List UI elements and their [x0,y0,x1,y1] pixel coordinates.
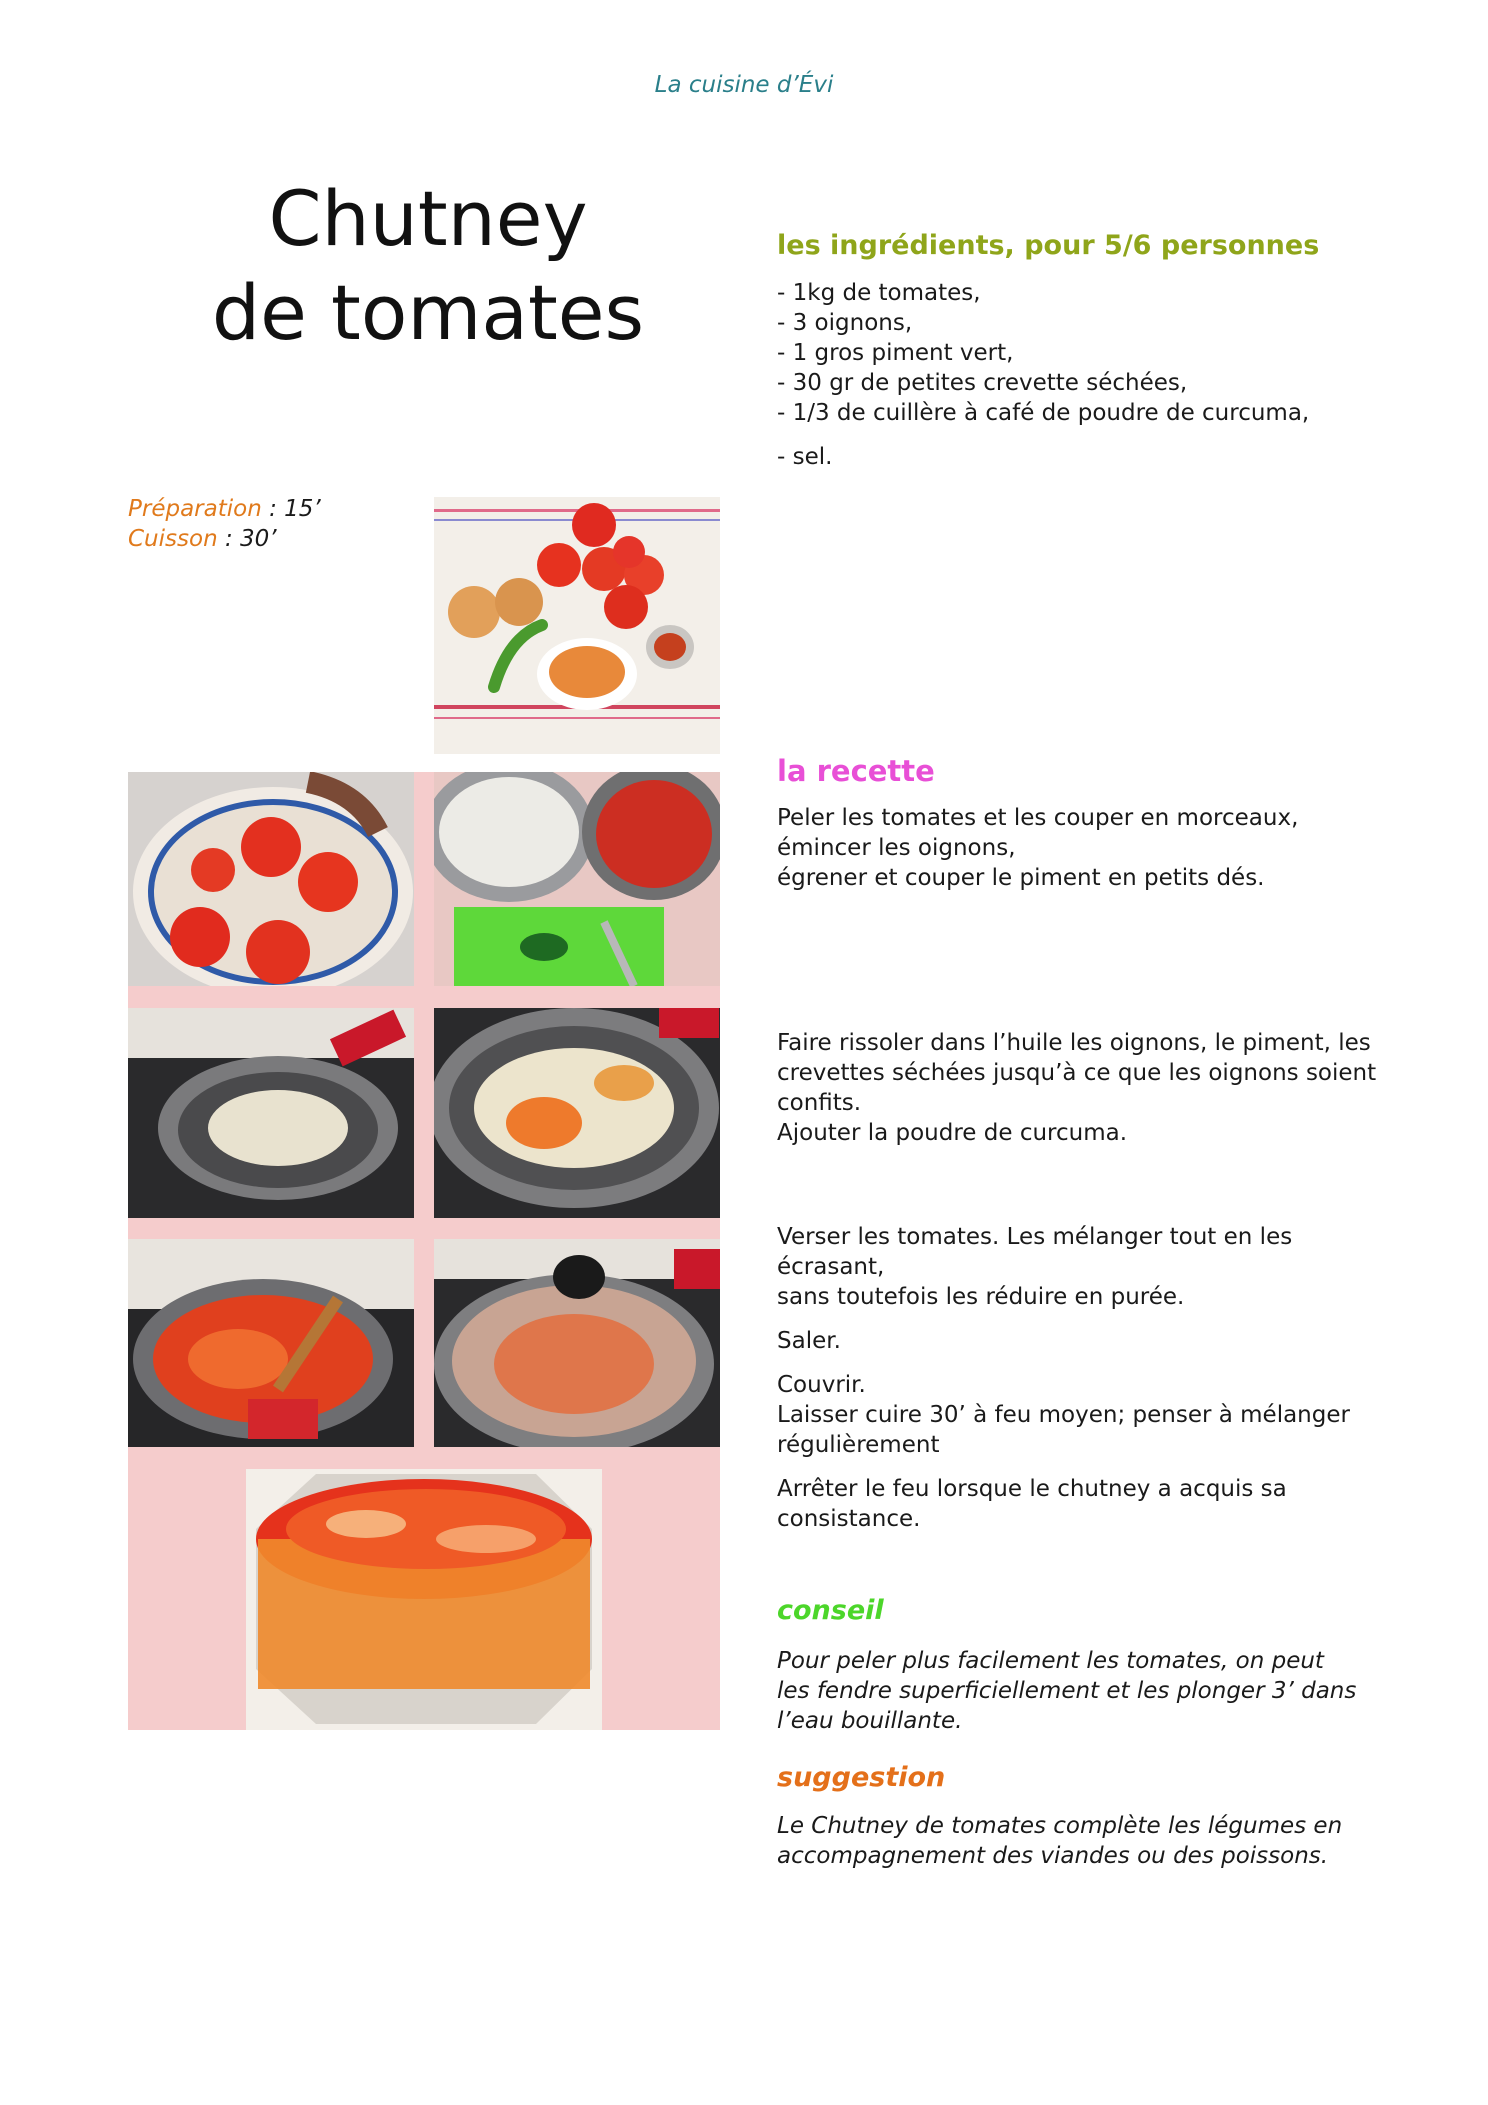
chopped-onions-illustration [434,772,720,986]
title-line-2: de tomates [211,268,645,357]
step-3 [777,1222,1377,1548]
photo-adding-shrimp [434,1008,720,1218]
step-1 [777,803,1377,893]
cook-time [128,524,321,554]
suggestion-heading: suggestion [777,1762,946,1793]
covered-pan-illustration [434,1239,720,1447]
step-line: Laisser cuire 30’ à feu moyen; penser à mélanger [777,1402,1350,1428]
step-line: Faire rissoler dans l’huile les oignons, le piment, les [777,1030,1371,1056]
suggestion-line: accompagnement des viandes ou des poissons. [777,1843,1329,1869]
cook-value: : 30’ [217,526,277,552]
tip-text [777,1646,1377,1736]
ingredient-item: - 1/3 de cuillère à café de poudre de curcuma, [777,400,1310,426]
suggestion-line: Le Chutney de tomates complète les légumes en [777,1813,1343,1839]
ingredients-photo [434,497,720,754]
step-line: Couvrir. [777,1372,866,1398]
stirring-tomatoes-illustration [128,1239,414,1447]
ingredient-item: - 1kg de tomates, [777,280,981,306]
step-line: régulièrement [777,1432,940,1458]
step-line: Verser les tomates. Les mélanger tout en les écrasant, [777,1224,1293,1280]
step-line: Arrêter le feu lorsque le chutney a acquis sa [777,1476,1287,1502]
photo-covered-pan [434,1239,720,1447]
photo-frying-onions [128,1008,414,1218]
prep-label: Préparation [128,496,262,522]
step-paragraph [777,1474,1377,1534]
site-name: La cuisine d’Évi [654,72,834,98]
step-line: émincer les oignons, [777,835,1016,861]
adding-shrimp-illustration [434,1008,720,1218]
step-line: confits. [777,1090,862,1116]
ingredients-list [777,278,1377,428]
step-2 [777,1028,1377,1148]
frying-onions-illustration [128,1008,414,1218]
tip-line: Pour peler plus facilement les tomates, on peut [777,1648,1324,1674]
cook-label: Cuisson [128,526,218,552]
ingredient-item: - 30 gr de petites crevette séchées, [777,370,1188,396]
step-line: Ajouter la poudre de curcuma. [777,1120,1128,1146]
photo-stirring-tomatoes [128,1239,414,1447]
tip-line: l’eau bouillante. [777,1708,963,1734]
step-line: consistance. [777,1506,921,1532]
ingredient-item: - 3 oignons, [777,310,913,336]
suggestion-text [777,1811,1377,1871]
prep-value: : 15’ [261,496,321,522]
ingredient-item: - 1 gros piment vert, [777,340,1014,366]
recipe-title [128,172,728,360]
tip-line: les fendre superficiellement et les plonger 3’ dans [777,1678,1357,1704]
photo-peeling-tomatoes [128,772,414,986]
photo-chopped-onions [434,772,720,986]
ingredients-illustration [434,497,720,754]
title-line-1: Chutney [268,174,588,263]
step-line: égrener et couper le piment en petits dés. [777,865,1265,891]
recipe-heading: la recette [777,754,935,788]
step-paragraph [777,1222,1377,1312]
ingredient-item: - sel. [777,444,833,470]
peeling-tomatoes-illustration [128,772,414,986]
tip-heading: conseil [777,1595,884,1626]
ingredients-heading: les ingrédients, pour 5/6 personnes [777,230,1320,261]
step-paragraph: Saler. [777,1328,841,1354]
photo-finished-chutney [246,1469,602,1730]
step-line: Peler les tomates et les couper en morceaux, [777,805,1299,831]
finished-chutney-illustration [246,1469,602,1730]
step-line: crevettes séchées jusqu’à ce que les oignons soient [777,1060,1377,1086]
recipe-times [128,494,321,554]
step-line: sans toutefois les réduire en purée. [777,1284,1185,1310]
step-paragraph [777,1370,1377,1460]
prep-time [128,494,321,524]
